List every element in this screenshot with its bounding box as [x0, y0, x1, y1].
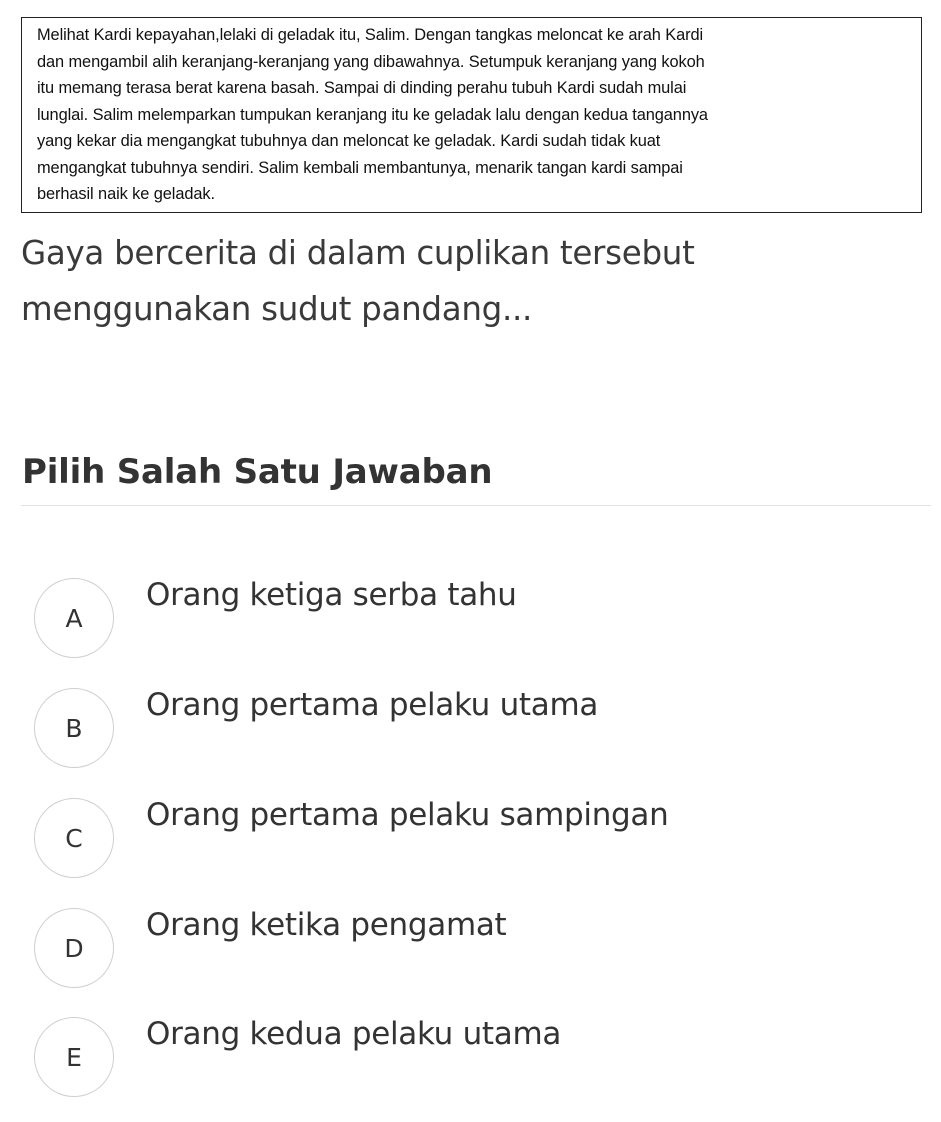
passage-line: dan mengambil alih keranjang-keranjang yang dibawahnya. Setumpuk keranjang yang kokoh: [37, 52, 705, 71]
option-label[interactable]: Orang pertama pelaku sampingan: [146, 797, 669, 833]
answer-option-c[interactable]: [34, 798, 914, 880]
answer-option-e[interactable]: [34, 1017, 914, 1099]
passage-line: berhasil naik ke geladak.: [37, 185, 215, 203]
passage-line: itu memang terasa berat karena basah. Sampai di dinding perahu tubuh Kardi sudah mulai: [37, 79, 687, 97]
passage-text: [37, 22, 911, 208]
option-label[interactable]: Orang ketiga serba tahu: [146, 577, 517, 613]
reading-passage: [21, 17, 922, 213]
option-label[interactable]: Orang kedua pelaku utama: [146, 1016, 562, 1052]
question-prompt: [21, 225, 921, 337]
option-letter-badge[interactable]: B: [34, 688, 114, 768]
option-letter-badge[interactable]: C: [34, 798, 114, 878]
passage-line: yang kekar dia mengangkat tubuhnya dan meloncat ke geladak. Kardi sudah tidak kuat: [37, 132, 661, 150]
passage-line: lunglai. Salim melemparkan tumpukan keranjang itu ke geladak lalu dengan kedua tangannya: [37, 105, 708, 124]
option-label[interactable]: Orang pertama pelaku utama: [146, 687, 599, 723]
answer-option-a[interactable]: [34, 578, 914, 660]
answer-option-b[interactable]: [34, 688, 914, 770]
question-line: Gaya bercerita di dalam cuplikan tersebut: [21, 234, 695, 272]
answer-option-d[interactable]: [34, 908, 914, 990]
answer-section-title: Pilih Salah Satu Jawaban: [22, 452, 493, 492]
passage-line: Melihat Kardi kepayahan,lelaki di geladak itu, Salim. Dengan tangkas meloncat ke arah Kardi: [37, 26, 704, 44]
option-letter-badge[interactable]: A: [34, 578, 114, 658]
option-label[interactable]: Orang ketika pengamat: [146, 907, 507, 943]
option-letter-badge[interactable]: E: [34, 1017, 114, 1097]
passage-line: mengangkat tubuhnya sendiri. Salim kembali membantunya, menarik tangan kardi sampai: [37, 158, 683, 177]
option-letter-badge[interactable]: D: [34, 908, 114, 988]
question-line: menggunakan sudut pandang...: [21, 290, 533, 328]
section-divider: [21, 505, 931, 506]
